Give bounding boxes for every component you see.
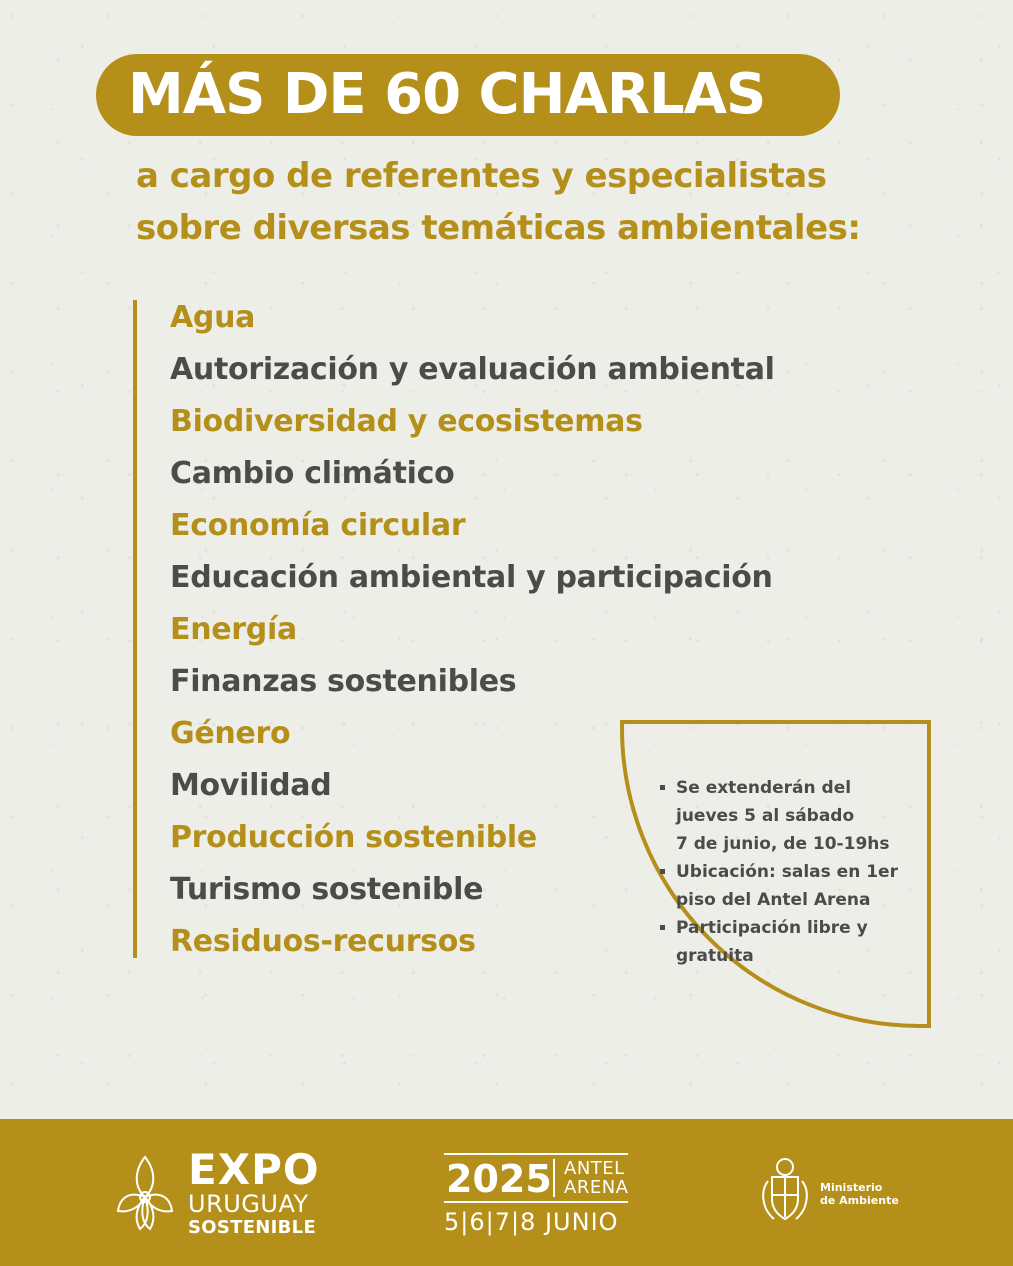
info-line: Ubicación: salas en 1er [676, 862, 898, 882]
event-year: 2025 [446, 1157, 552, 1201]
info-line: 7 de junio, de 10-19hs [676, 834, 890, 854]
topic-item: Género [170, 716, 291, 751]
date-top-rule [444, 1153, 628, 1155]
topic-item: Cambio climático [170, 456, 455, 491]
subtitle-line-1: a cargo de referentes y especialistas [136, 156, 827, 196]
topic-item: Turismo sostenible [170, 872, 484, 907]
info-item-admission [660, 914, 898, 970]
info-line: Participación libre y [676, 918, 868, 938]
topic-item: Finanzas sostenibles [170, 664, 517, 699]
expo-flower-icon [116, 1153, 174, 1235]
topic-item: Economía circular [170, 508, 466, 543]
info-item-location [660, 858, 898, 914]
venue-line-1: ANTEL [564, 1158, 625, 1179]
coat-of-arms-icon [758, 1155, 812, 1225]
logo-uruguay: URUGUAY [188, 1190, 309, 1218]
topic-item: Movilidad [170, 768, 332, 803]
logo-expo: EXPO [188, 1145, 320, 1194]
info-line: Se extenderán del [676, 778, 852, 798]
info-list [660, 774, 898, 970]
expo-logo-text [188, 1145, 320, 1239]
event-dates: 5|6|7|8 JUNIO [444, 1208, 619, 1236]
footer-bar [0, 1119, 1013, 1266]
subtitle [136, 150, 976, 254]
venue-line-2: ARENA [564, 1177, 629, 1198]
headline-banner: MÁS DE 60 CHARLAS [96, 54, 840, 136]
topic-item: Biodiversidad y ecosistemas [170, 404, 643, 439]
topic-item: Producción sostenible [170, 820, 537, 855]
info-line: piso del Antel Arena [676, 890, 871, 910]
topics-divider [133, 300, 137, 958]
topic-item: Residuos-recursos [170, 924, 476, 959]
ministry-name [820, 1181, 899, 1207]
subtitle-line-2: sobre diversas temáticas ambientales: [136, 208, 861, 248]
topic-item: Autorización y evaluación ambiental [170, 352, 775, 387]
info-line: jueves 5 al sábado [676, 806, 855, 826]
topic-item: Educación ambiental y participación [170, 560, 773, 595]
ministry-line-2: de Ambiente [820, 1194, 899, 1207]
info-line: gratuita [676, 946, 754, 966]
info-item-schedule [660, 774, 898, 858]
date-divider [553, 1159, 555, 1197]
venue-name [564, 1159, 628, 1197]
topic-item: Energía [170, 612, 297, 647]
logo-sostenible: SOSTENIBLE [188, 1217, 317, 1238]
ministry-line-1: Ministerio [820, 1181, 883, 1194]
date-bottom-rule [444, 1201, 628, 1203]
topic-item: Agua [170, 300, 256, 335]
